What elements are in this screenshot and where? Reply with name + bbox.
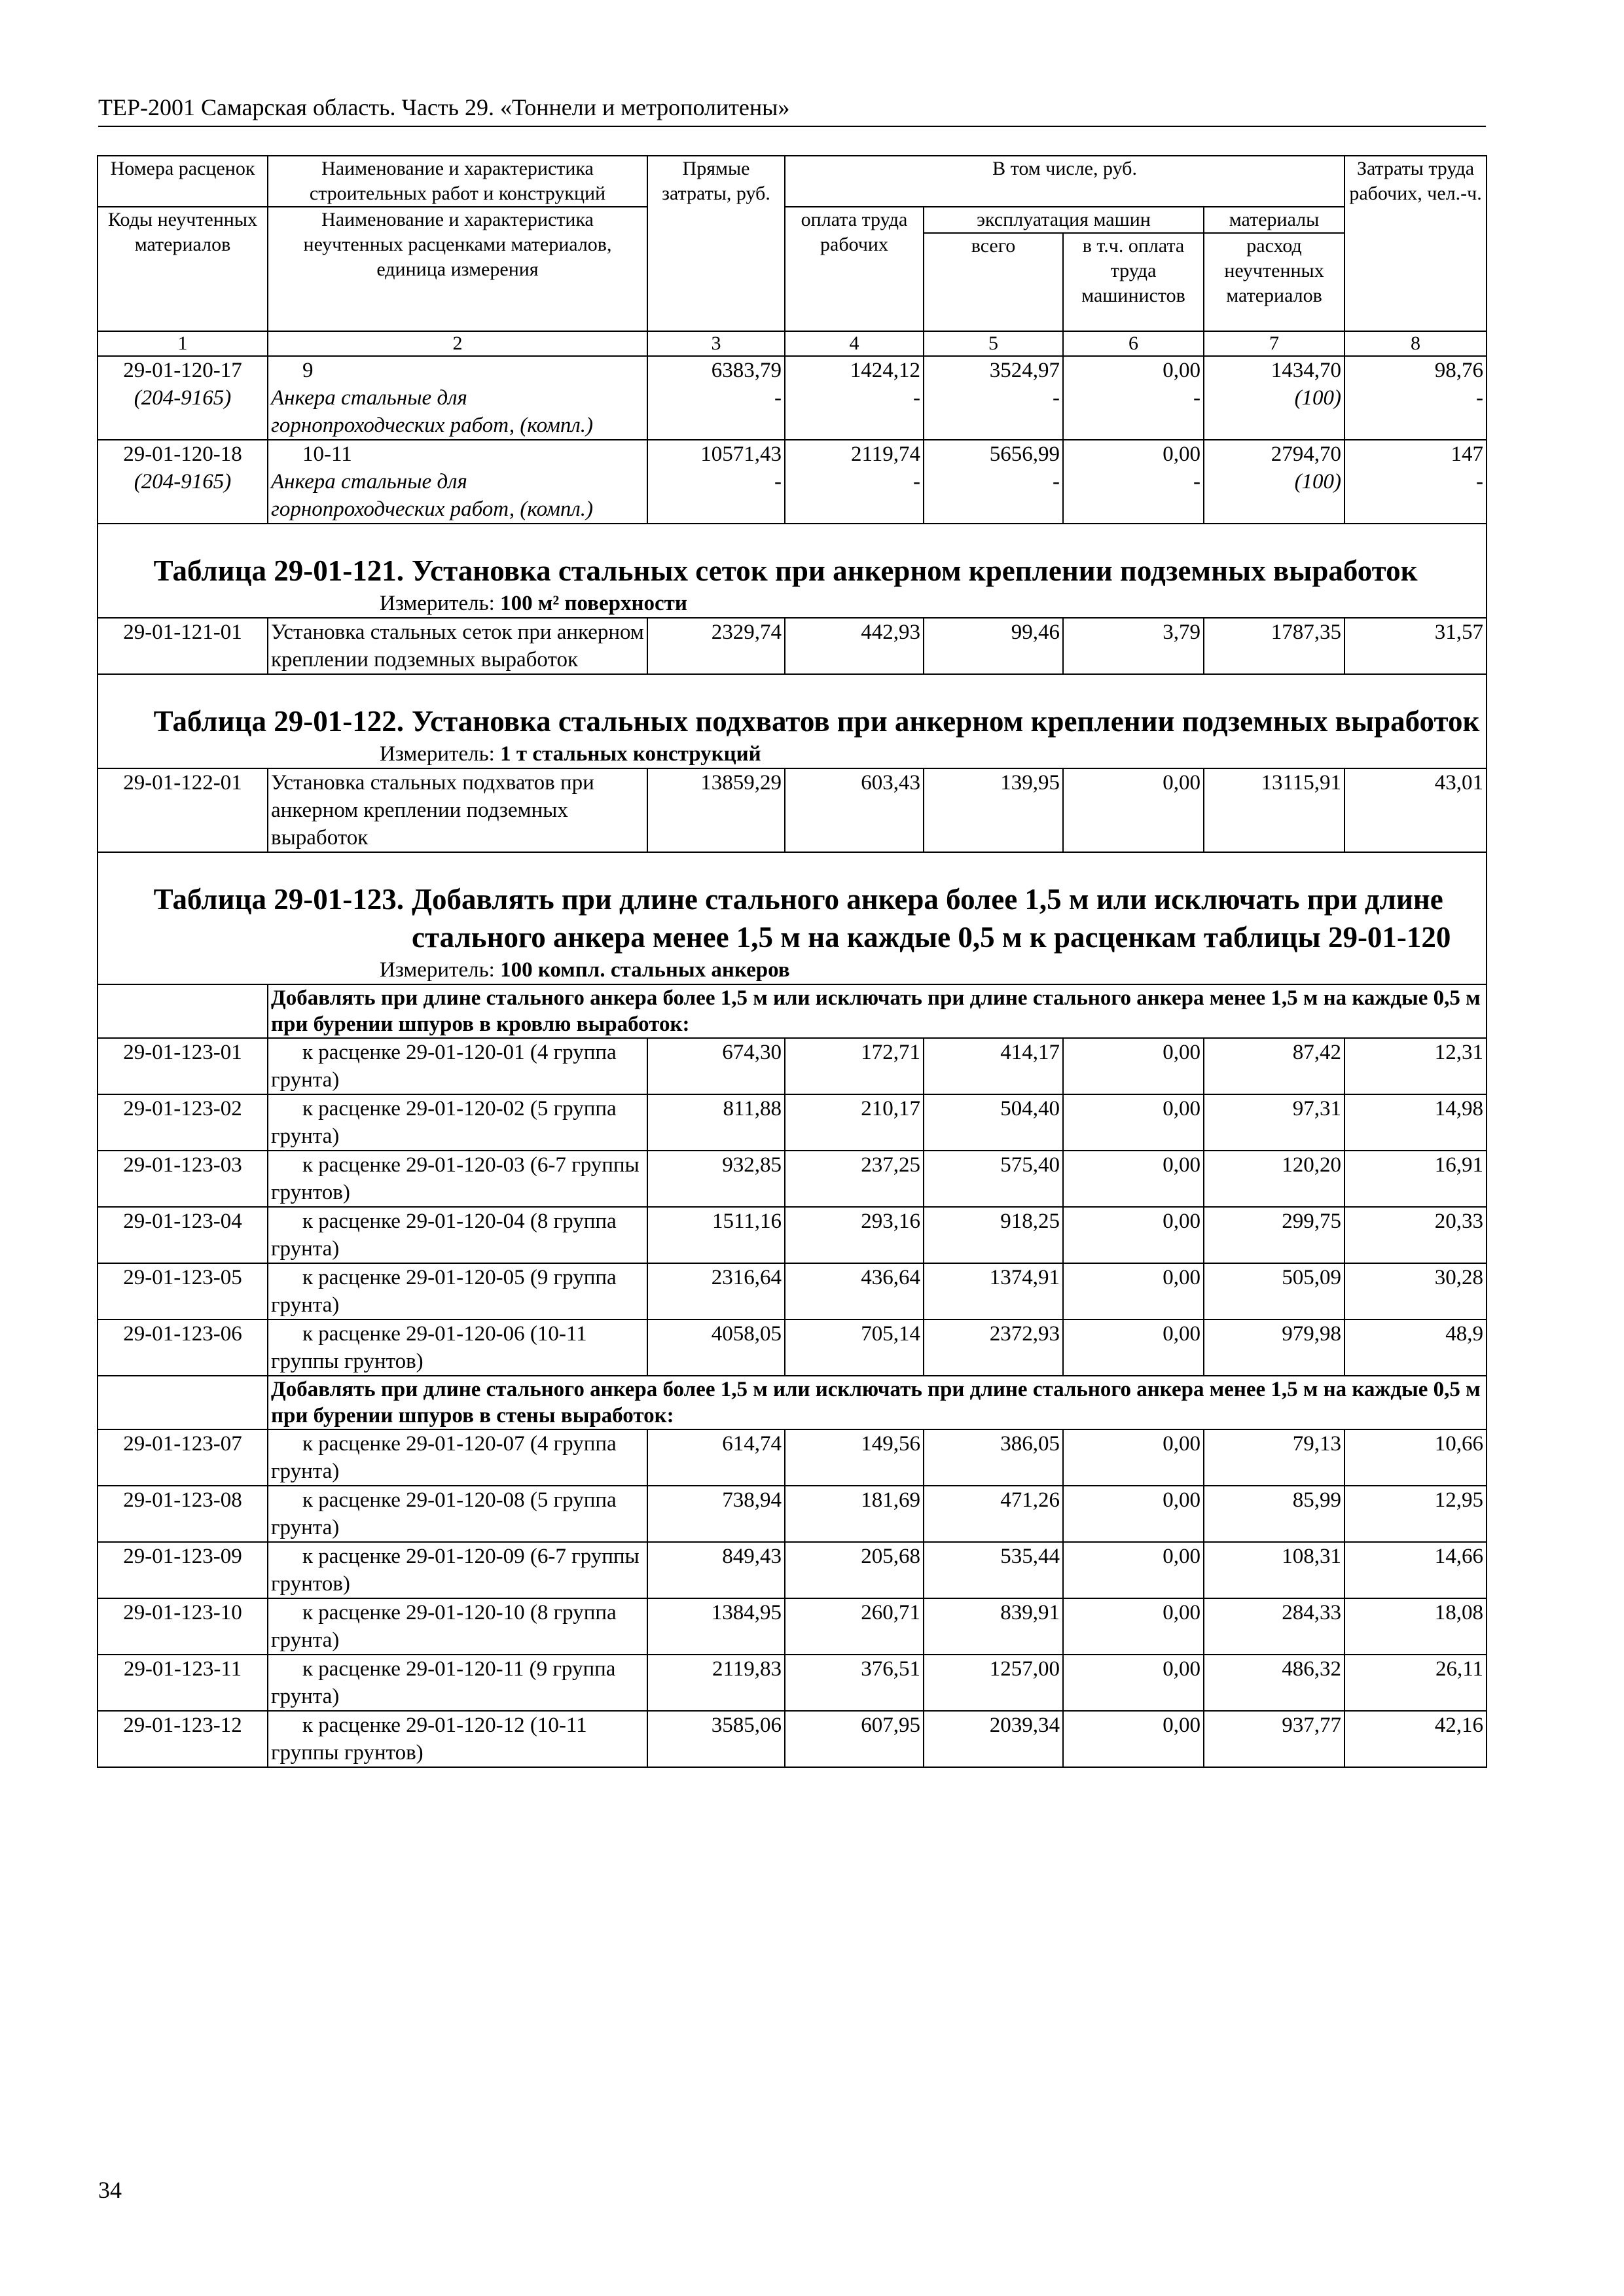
group1-rows [98, 1038, 1487, 1376]
rate-code: 29-01-123-12 [98, 1711, 268, 1767]
value-labor-pay: 260,71 [785, 1598, 924, 1655]
value-labor-cost: 12,95 [1344, 1486, 1487, 1542]
subvalue: - [913, 470, 920, 493]
value-machines: 5656,99 [989, 442, 1060, 466]
value-materials: 937,77 [1204, 1711, 1344, 1767]
rate-code: 29-01-123-11 [98, 1655, 268, 1711]
table-row [98, 768, 1487, 852]
table-label: Таблица 29-01-123. [153, 883, 404, 916]
table-row [98, 1263, 1487, 1319]
value-materials: 1787,35 [1204, 618, 1344, 674]
rates-table [97, 155, 1487, 1768]
value-labor-cost: 48,9 [1344, 1319, 1487, 1376]
table-row [98, 1429, 1487, 1486]
material-code: (204-9165) [134, 470, 232, 493]
table-123-title-row [98, 852, 1487, 984]
value-direct: 849,43 [647, 1542, 785, 1598]
value-direct: 1384,95 [647, 1598, 785, 1655]
value-direct: 2329,74 [647, 618, 785, 674]
col-direct: Прямые затраты, руб. [647, 156, 785, 331]
rate-name: к расценке 29-01-120-01 (4 группа грунта) [268, 1038, 647, 1094]
value-materials: 284,33 [1204, 1598, 1344, 1655]
value-machines: 3524,97 [989, 359, 1060, 382]
col-code-top: Номера расценок [98, 156, 268, 207]
value-machines: 504,40 [924, 1094, 1063, 1151]
value-labor-pay: 1424,12 [850, 359, 920, 382]
rate-name: к расценке 29-01-120-10 (8 группа грунта) [268, 1598, 647, 1655]
measure [98, 740, 1486, 768]
value-labor-pay: 293,16 [785, 1207, 924, 1263]
col-machines-labor: в т.ч. оплата труда машинистов [1063, 233, 1204, 331]
value-direct: 6383,79 [711, 359, 782, 382]
table-row [98, 1711, 1487, 1767]
value-direct: 811,88 [647, 1094, 785, 1151]
value-materials: 13115,91 [1204, 768, 1344, 852]
table-label: Таблица 29-01-121. [153, 554, 404, 587]
value-labor-cost: 14,66 [1344, 1542, 1487, 1598]
rate-name: к расценке 29-01-120-06 (10-11 группы грунтов) [268, 1319, 647, 1376]
col-incl: В том числе, руб. [785, 156, 1344, 207]
value-machines-labor: 0,00 [1163, 359, 1200, 382]
rate-code: 29-01-123-08 [98, 1486, 268, 1542]
value-direct: 614,74 [647, 1429, 785, 1486]
material-name: Анкера стальные для горнопроходческих работ, (компл.) [271, 386, 594, 437]
table-row [98, 1151, 1487, 1207]
table-122-title-row [98, 674, 1487, 768]
group-title: Добавлять при длине стального анкера более 1,5 м или исключать при длине стального анкера менее 1,5 м на каждые 0,5 м при бурении шпуров в стены выработок: [268, 1376, 1487, 1429]
table-row [98, 1319, 1487, 1376]
rate-code: 29-01-123-02 [98, 1094, 268, 1151]
rate-code: 29-01-123-10 [98, 1598, 268, 1655]
value-machines-labor: 0,00 [1063, 1655, 1204, 1711]
material-code: (204-9165) [134, 386, 232, 410]
value-machines-labor: 0,00 [1063, 1319, 1204, 1376]
measure-label: Измеритель: [380, 742, 495, 766]
subvalue: - [1053, 386, 1060, 410]
value-machines: 575,40 [924, 1151, 1063, 1207]
subvalue: - [1476, 470, 1484, 493]
rate-code: 29-01-123-05 [98, 1263, 268, 1319]
value-machines-labor: 3,79 [1063, 618, 1204, 674]
value-machines-labor: 0,00 [1063, 1711, 1204, 1767]
rate-name: Установка стальных сеток при анкерном креплении подземных выработок [268, 618, 647, 674]
value-labor-cost: 30,28 [1344, 1263, 1487, 1319]
value-materials: 120,20 [1204, 1151, 1344, 1207]
value-labor-pay: 376,51 [785, 1655, 924, 1711]
value-materials: 486,32 [1204, 1655, 1344, 1711]
value-machines: 839,91 [924, 1598, 1063, 1655]
value-direct: 2316,64 [647, 1263, 785, 1319]
rate-code: 29-01-122-01 [98, 768, 268, 852]
value-materials: 1434,70 [1271, 359, 1342, 382]
value-labor-cost: 10,66 [1344, 1429, 1487, 1486]
subvalue: - [1193, 470, 1200, 493]
value-labor-pay: 705,14 [785, 1319, 924, 1376]
rate-name: к расценке 29-01-120-09 (6-7 группы грунтов) [268, 1542, 647, 1598]
value-machines: 1374,91 [924, 1263, 1063, 1319]
value-machines-labor: 0,00 [1063, 1429, 1204, 1486]
rate-code: 29-01-123-01 [98, 1038, 268, 1094]
value-labor-cost: 147 [1451, 442, 1484, 466]
subvalue: (100) [1294, 386, 1342, 410]
value-machines-labor: 0,00 [1063, 768, 1204, 852]
value-labor-pay: 237,25 [785, 1151, 924, 1207]
table-row [98, 356, 1487, 440]
value-machines-labor: 0,00 [1063, 1486, 1204, 1542]
value-machines-labor: 0,00 [1063, 1038, 1204, 1094]
value-labor-pay: 607,95 [785, 1711, 924, 1767]
value-machines-labor: 0,00 [1063, 1598, 1204, 1655]
measure [98, 590, 1486, 617]
rate-name: к расценке 29-01-120-12 (10-11 группы грунтов) [268, 1711, 647, 1767]
value-materials: 79,13 [1204, 1429, 1344, 1486]
col-number: 6 [1063, 331, 1204, 356]
value-direct: 1511,16 [647, 1207, 785, 1263]
col-number: 7 [1204, 331, 1344, 356]
subvalue: (100) [1294, 470, 1342, 493]
rate-code: 29-01-123-03 [98, 1151, 268, 1207]
value-materials: 299,75 [1204, 1207, 1344, 1263]
col-number: 3 [647, 331, 785, 356]
rate-code: 29-01-123-09 [98, 1542, 268, 1598]
value-machines: 1257,00 [924, 1655, 1063, 1711]
value-labor-pay: 210,17 [785, 1094, 924, 1151]
value-machines: 139,95 [924, 768, 1063, 852]
value-direct: 13859,29 [647, 768, 785, 852]
rate-name: 9 [302, 359, 314, 382]
table-121-title-row [98, 524, 1487, 618]
value-labor-cost: 16,91 [1344, 1151, 1487, 1207]
value-labor-pay: 172,71 [785, 1038, 924, 1094]
value-machines-labor: 0,00 [1063, 1094, 1204, 1151]
col-machines-total: всего [924, 233, 1063, 331]
col-labor-cost: Затраты труда рабочих, чел.-ч. [1344, 156, 1487, 331]
value-labor-cost: 98,76 [1434, 359, 1484, 382]
col-name-bottom: Наименование и характеристика неучтенных расценками материалов, единица измерения [268, 207, 647, 331]
col-machines: эксплуатация машин [924, 207, 1204, 233]
col-number: 5 [924, 331, 1063, 356]
material-name: Анкера стальные для горнопроходческих работ, (компл.) [271, 470, 594, 521]
value-machines-labor: 0,00 [1063, 1542, 1204, 1598]
table-row [98, 1094, 1487, 1151]
value-direct: 10571,43 [700, 442, 782, 466]
value-labor-cost: 43,01 [1344, 768, 1487, 852]
col-materials: материалы [1204, 207, 1344, 233]
value-labor-pay: 149,56 [785, 1429, 924, 1486]
table-row [98, 1038, 1487, 1094]
value-labor-pay: 442,93 [785, 618, 924, 674]
table-row [98, 1207, 1487, 1263]
value-machines: 386,05 [924, 1429, 1063, 1486]
subvalue: - [1193, 386, 1200, 410]
value-machines: 535,44 [924, 1542, 1063, 1598]
col-number: 4 [785, 331, 924, 356]
value-machines-labor: 0,00 [1063, 1263, 1204, 1319]
page-number: 34 [98, 2177, 122, 2203]
value-labor-cost: 14,98 [1344, 1094, 1487, 1151]
table-title: Добавлять при длине стального анкера более 1,5 м или исключать при длине стального анкера менее 1,5 м на каждые 0,5 м к расценкам таблицы 29-01-120 [412, 883, 1451, 954]
subvalue: - [1053, 470, 1060, 493]
measure-label: Измеритель: [380, 592, 495, 615]
value-machines-labor: 0,00 [1063, 1207, 1204, 1263]
col-materials-unaccounted: расход неучтенных материалов [1204, 233, 1344, 331]
measure [98, 956, 1486, 984]
subvalue: - [1476, 386, 1484, 410]
value-materials: 108,31 [1204, 1542, 1344, 1598]
rate-name: к расценке 29-01-120-08 (5 группа грунта) [268, 1486, 647, 1542]
measure-value: 100 м² поверхности [500, 592, 687, 615]
value-labor-pay: 2119,74 [850, 442, 920, 466]
rate-name: к расценке 29-01-120-02 (5 группа грунта) [268, 1094, 647, 1151]
value-labor-pay: 603,43 [785, 768, 924, 852]
subvalue: - [774, 470, 782, 493]
subvalue: - [774, 386, 782, 410]
measure-value: 100 компл. стальных анкеров [500, 958, 790, 982]
value-machines: 918,25 [924, 1207, 1063, 1263]
value-labor-cost: 31,57 [1344, 618, 1487, 674]
value-materials: 2794,70 [1271, 442, 1342, 466]
value-labor-cost: 42,16 [1344, 1711, 1487, 1767]
value-direct: 674,30 [647, 1038, 785, 1094]
table-row [98, 440, 1487, 524]
rate-name: к расценке 29-01-120-05 (9 группа грунта) [268, 1263, 647, 1319]
value-labor-pay: 205,68 [785, 1542, 924, 1598]
value-materials: 85,99 [1204, 1486, 1344, 1542]
rate-code: 29-01-123-06 [98, 1319, 268, 1376]
rate-code: 29-01-121-01 [98, 618, 268, 674]
value-materials: 505,09 [1204, 1263, 1344, 1319]
running-title: ТЕР-2001 Самарская область. Часть 29. «Тоннели и метрополитены» [98, 92, 1486, 127]
value-materials: 87,42 [1204, 1038, 1344, 1094]
value-machines: 2039,34 [924, 1711, 1063, 1767]
value-materials: 97,31 [1204, 1094, 1344, 1151]
table-row [98, 1598, 1487, 1655]
value-direct: 2119,83 [647, 1655, 785, 1711]
value-labor-cost: 12,31 [1344, 1038, 1487, 1094]
col-name-top: Наименование и характеристика строительных работ и конструкций [268, 156, 647, 207]
column-numbers-row [98, 331, 1487, 356]
col-number: 8 [1344, 331, 1487, 356]
value-labor-pay: 436,64 [785, 1263, 924, 1319]
value-labor-cost: 20,33 [1344, 1207, 1487, 1263]
rate-name: 10-11 [302, 442, 352, 466]
table-title: Установка стальных подхватов при анкерном креплении подземных выработок [412, 705, 1480, 738]
value-machines-labor: 0,00 [1063, 1151, 1204, 1207]
rate-name: к расценке 29-01-120-07 (4 группа грунта) [268, 1429, 647, 1486]
rate-code: 29-01-120-18 [123, 442, 242, 466]
col-labor-pay: оплата труда рабочих [785, 207, 924, 331]
measure-label: Измеритель: [380, 958, 495, 982]
rate-code: 29-01-123-07 [98, 1429, 268, 1486]
value-direct: 3585,06 [647, 1711, 785, 1767]
table-title: Установка стальных сеток при анкерном креплении подземных выработок [412, 554, 1418, 587]
table-row [98, 1655, 1487, 1711]
table-row [98, 1542, 1487, 1598]
table-row [98, 618, 1487, 674]
group-header [98, 984, 1487, 1038]
measure-value: 1 т стальных конструкций [500, 742, 761, 766]
value-labor-pay: 181,69 [785, 1486, 924, 1542]
rate-name: Установка стальных подхватов при анкерном креплении подземных выработок [268, 768, 647, 852]
rate-name: к расценке 29-01-120-03 (6-7 группы грунтов) [268, 1151, 647, 1207]
group2-rows [98, 1429, 1487, 1767]
col-code-bottom: Коды неучтенных материалов [98, 207, 268, 331]
table-row [98, 1486, 1487, 1542]
value-machines: 99,46 [924, 618, 1063, 674]
rate-code: 29-01-123-04 [98, 1207, 268, 1263]
value-machines: 414,17 [924, 1038, 1063, 1094]
value-materials: 979,98 [1204, 1319, 1344, 1376]
value-direct: 738,94 [647, 1486, 785, 1542]
value-direct: 4058,05 [647, 1319, 785, 1376]
value-direct: 932,85 [647, 1151, 785, 1207]
table-label: Таблица 29-01-122. [153, 705, 404, 738]
rate-code: 29-01-120-17 [123, 359, 242, 382]
value-machines: 2372,93 [924, 1319, 1063, 1376]
col-number: 1 [98, 331, 268, 356]
value-machines-labor: 0,00 [1163, 442, 1200, 466]
group-title: Добавлять при длине стального анкера более 1,5 м или исключать при длине стального анкера менее 1,5 м на каждые 0,5 м при бурении шпуров в кровлю выработок: [268, 984, 1487, 1038]
value-labor-cost: 26,11 [1344, 1655, 1487, 1711]
col-number: 2 [268, 331, 647, 356]
value-machines: 471,26 [924, 1486, 1063, 1542]
value-labor-cost: 18,08 [1344, 1598, 1487, 1655]
rate-name: к расценке 29-01-120-11 (9 группа грунта) [268, 1655, 647, 1711]
rate-name: к расценке 29-01-120-04 (8 группа грунта) [268, 1207, 647, 1263]
subvalue: - [913, 386, 920, 410]
group-header [98, 1376, 1487, 1429]
